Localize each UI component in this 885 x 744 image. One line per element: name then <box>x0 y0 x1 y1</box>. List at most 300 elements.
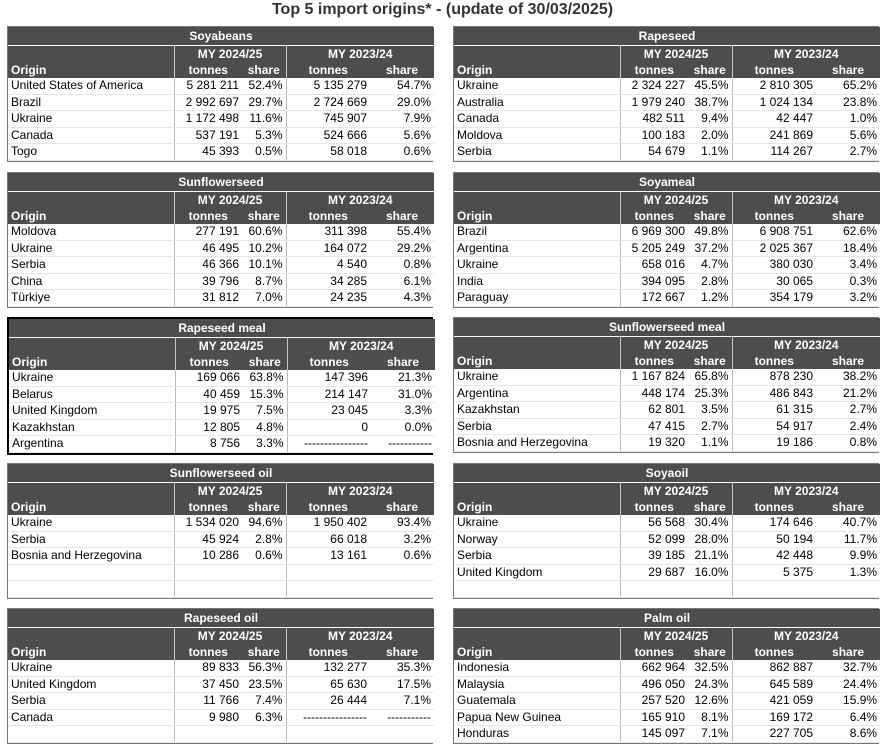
header-my-2024-25: MY 2024/25 <box>620 483 732 500</box>
panel-title: Soyabeans <box>8 27 434 46</box>
table-row <box>454 531 880 548</box>
header-share: share <box>816 644 880 660</box>
header-my-2024-25: MY 2024/25 <box>174 46 286 63</box>
share-2024-25-cell: 94.6% <box>242 515 286 531</box>
header-tonnes: tonnes <box>286 208 370 224</box>
header-origin: Origin <box>8 499 174 515</box>
table-row <box>8 127 434 144</box>
table-row <box>454 273 880 290</box>
tonnes-2024-25-cell: 2 992 697 <box>174 94 242 111</box>
header-blank <box>8 483 174 500</box>
table-row <box>8 531 434 548</box>
panel-rapeseed-meal <box>7 317 433 455</box>
share-2023-24-cell <box>370 726 434 743</box>
share-2024-25-cell: 63.8% <box>243 370 287 386</box>
tonnes-2023-24-cell: 132 277 <box>286 660 370 676</box>
origin-cell: Norway <box>454 531 620 548</box>
header-origin: Origin <box>454 353 620 369</box>
share-2024-25-cell: 65.8% <box>688 369 732 385</box>
origin-cell: Ukraine <box>8 515 174 531</box>
header-my-2023-24: MY 2023/24 <box>732 628 880 645</box>
tonnes-2024-25-cell: 482 511 <box>620 111 688 128</box>
origin-cell: Ukraine <box>454 515 620 531</box>
tonnes-2024-25-cell: 47 415 <box>620 418 688 435</box>
table-row <box>454 127 880 144</box>
tonnes-2023-24-cell: 66 018 <box>286 531 370 548</box>
table-row <box>454 240 880 257</box>
header-blank <box>454 46 620 63</box>
tonnes-2024-25-cell: 45 393 <box>174 144 242 161</box>
tonnes-2024-25-cell: 31 812 <box>174 290 242 307</box>
panel-soyabeans <box>7 26 433 162</box>
tonnes-2024-25-cell: 277 191 <box>174 224 242 240</box>
tonnes-2024-25-cell <box>174 581 242 598</box>
header-my-2023-24: MY 2023/24 <box>732 483 880 500</box>
panel-soyaoil <box>453 463 879 599</box>
share-2023-24-cell: 55.4% <box>370 224 434 240</box>
tonnes-2023-24-cell: 54 917 <box>732 418 816 435</box>
share-2024-25-cell: 9.4% <box>688 111 732 128</box>
share-2023-24-cell: 0.6% <box>370 548 434 565</box>
tonnes-2023-24-cell: 878 230 <box>732 369 816 385</box>
share-2024-25-cell <box>242 726 286 743</box>
tonnes-2024-25-cell: 257 520 <box>620 693 688 710</box>
panel-title: Sunflowerseed oil <box>8 464 434 483</box>
header-share: share <box>370 62 434 78</box>
table-row <box>9 436 435 453</box>
origin-cell: Serbia <box>454 144 620 161</box>
table-row <box>8 726 434 743</box>
tonnes-2024-25-cell <box>174 564 242 581</box>
header-tonnes: tonnes <box>174 208 242 224</box>
panel-title: Soyaoil <box>454 464 880 483</box>
tonnes-2023-24-cell: 2 724 669 <box>286 94 370 111</box>
share-2024-25-cell: 1.2% <box>688 290 732 307</box>
header-tonnes: tonnes <box>174 62 242 78</box>
tonnes-2024-25-cell: 56 568 <box>620 515 688 531</box>
tonnes-2023-24-cell: 214 147 <box>287 386 371 403</box>
header-tonnes: tonnes <box>175 354 243 370</box>
origin-cell: Guatemala <box>454 693 620 710</box>
share-2024-25-cell: 25.3% <box>688 385 732 402</box>
header-tonnes: tonnes <box>732 644 816 660</box>
header-share: share <box>242 208 286 224</box>
origin-cell: Brazil <box>454 224 620 240</box>
tonnes-2024-25-cell: 10 286 <box>174 548 242 565</box>
tonnes-2023-24-cell: 58 018 <box>286 144 370 161</box>
table-row <box>8 515 434 531</box>
import-table <box>9 319 435 453</box>
share-2023-24-cell: 5.6% <box>370 127 434 144</box>
share-2023-24-cell: 40.7% <box>816 515 880 531</box>
header-origin: Origin <box>8 208 174 224</box>
table-row <box>8 290 434 307</box>
header-origin: Origin <box>8 644 174 660</box>
share-2024-25-cell: 4.8% <box>243 419 287 436</box>
header-share: share <box>371 354 435 370</box>
share-2024-25-cell: 7.0% <box>242 290 286 307</box>
import-table <box>8 27 434 161</box>
share-2024-25-cell: 6.3% <box>242 709 286 726</box>
tonnes-2024-25-cell: 169 066 <box>175 370 243 386</box>
tonnes-2023-24-cell: 164 072 <box>286 240 370 257</box>
tonnes-2024-25-cell: 45 924 <box>174 531 242 548</box>
origin-cell: Ukraine <box>8 111 174 128</box>
origin-cell: Paraguay <box>454 290 620 307</box>
tonnes-2023-24-cell: 174 646 <box>732 515 816 531</box>
panel-sunflowerseed <box>7 172 433 308</box>
tonnes-2024-25-cell: 62 801 <box>620 402 688 419</box>
tonnes-2023-24-cell: 380 030 <box>732 257 816 274</box>
tonnes-2023-24-cell: 5 375 <box>732 564 816 581</box>
tonnes-2023-24-cell: 147 396 <box>287 370 371 386</box>
header-tonnes: tonnes <box>620 62 688 78</box>
origin-cell: Kazakhstan <box>9 419 175 436</box>
origin-cell: India <box>454 273 620 290</box>
share-2024-25-cell: 3.5% <box>688 402 732 419</box>
tonnes-2023-24-cell: 311 398 <box>286 224 370 240</box>
tonnes-2024-25-cell: 1 167 824 <box>620 369 688 385</box>
header-origin: Origin <box>454 644 620 660</box>
tonnes-2023-24-cell <box>732 581 816 598</box>
tonnes-2024-25-cell: 37 450 <box>174 676 242 693</box>
panel-sunflowerseed-oil <box>7 463 433 599</box>
header-share: share <box>370 208 434 224</box>
header-tonnes: tonnes <box>620 499 688 515</box>
origin-cell: Serbia <box>454 548 620 565</box>
header-my-2024-25: MY 2024/25 <box>620 628 732 645</box>
header-tonnes: tonnes <box>620 208 688 224</box>
share-2023-24-cell: 9.9% <box>816 548 880 565</box>
table-row <box>8 564 434 581</box>
header-blank <box>454 337 620 354</box>
tonnes-2023-24-cell: 13 161 <box>286 548 370 565</box>
table-row <box>8 78 434 94</box>
tonnes-2024-25-cell: 52 099 <box>620 531 688 548</box>
share-2023-24-cell: 31.0% <box>371 386 435 403</box>
tonnes-2024-25-cell: 19 975 <box>175 403 243 420</box>
share-2024-25-cell <box>688 581 732 598</box>
header-my-2023-24: MY 2023/24 <box>286 192 434 209</box>
origin-cell <box>8 564 174 581</box>
share-2023-24-cell: 62.6% <box>816 224 880 240</box>
tonnes-2023-24-cell: 421 059 <box>732 693 816 710</box>
table-row <box>454 94 880 111</box>
origin-cell: United States of America <box>8 78 174 94</box>
tonnes-2024-25-cell: 145 097 <box>620 726 688 743</box>
origin-cell: Ukraine <box>8 660 174 676</box>
tonnes-2023-24-cell: 486 843 <box>732 385 816 402</box>
tonnes-2024-25-cell: 5 281 211 <box>174 78 242 94</box>
table-row <box>8 581 434 598</box>
table-row <box>8 548 434 565</box>
header-blank <box>8 46 174 63</box>
share-2024-25-cell: 3.3% <box>243 436 287 453</box>
share-2023-24-cell: 3.2% <box>816 290 880 307</box>
origin-cell: United Kingdom <box>8 676 174 693</box>
tonnes-2024-25-cell: 11 766 <box>174 693 242 710</box>
share-2023-24-cell: 3.4% <box>816 257 880 274</box>
share-2024-25-cell: 49.8% <box>688 224 732 240</box>
header-my-2023-24: MY 2023/24 <box>732 46 880 63</box>
share-2023-24-cell: 7.9% <box>370 111 434 128</box>
tonnes-2023-24-cell: ---------------- <box>286 709 370 726</box>
share-2024-25-cell <box>242 564 286 581</box>
share-2023-24-cell <box>370 564 434 581</box>
share-2024-25-cell: 60.6% <box>242 224 286 240</box>
share-2023-24-cell: 93.4% <box>370 515 434 531</box>
header-my-2024-25: MY 2024/25 <box>620 192 732 209</box>
share-2023-24-cell: 65.2% <box>816 78 880 94</box>
share-2023-24-cell: 35.3% <box>370 660 434 676</box>
header-share: share <box>370 644 434 660</box>
share-2023-24-cell: 21.3% <box>371 370 435 386</box>
share-2023-24-cell: 24.4% <box>816 676 880 693</box>
tonnes-2023-24-cell: 169 172 <box>732 709 816 726</box>
header-tonnes: tonnes <box>732 62 816 78</box>
header-tonnes: tonnes <box>620 353 688 369</box>
tonnes-2024-25-cell <box>174 726 242 743</box>
header-tonnes: tonnes <box>174 644 242 660</box>
origin-cell: United Kingdom <box>9 403 175 420</box>
origin-cell: Togo <box>8 144 174 161</box>
tonnes-2024-25-cell <box>620 581 688 598</box>
origin-cell: Argentina <box>9 436 175 453</box>
tonnes-2023-24-cell: ---------------- <box>287 436 371 453</box>
tonnes-2024-25-cell: 8 756 <box>175 436 243 453</box>
tonnes-2023-24-cell: 6 908 751 <box>732 224 816 240</box>
tonnes-2023-24-cell: 0 <box>287 419 371 436</box>
header-tonnes: tonnes <box>732 499 816 515</box>
import-table <box>8 173 434 307</box>
share-2023-24-cell: 38.2% <box>816 369 880 385</box>
tonnes-2024-25-cell: 1 534 020 <box>174 515 242 531</box>
table-row <box>454 581 880 598</box>
tonnes-2023-24-cell: 1 024 134 <box>732 94 816 111</box>
table-row <box>8 693 434 710</box>
tonnes-2024-25-cell: 448 174 <box>620 385 688 402</box>
import-table <box>454 464 880 598</box>
origin-cell: Brazil <box>8 94 174 111</box>
origin-cell: Serbia <box>8 257 174 274</box>
share-2024-25-cell: 4.7% <box>688 257 732 274</box>
share-2023-24-cell: 3.3% <box>371 403 435 420</box>
table-row <box>8 94 434 111</box>
share-2023-24-cell: 29.2% <box>370 240 434 257</box>
share-2023-24-cell: 18.4% <box>816 240 880 257</box>
table-row <box>454 385 880 402</box>
share-2023-24-cell: 0.8% <box>370 257 434 274</box>
origin-cell: Ukraine <box>454 78 620 94</box>
share-2024-25-cell: 30.4% <box>688 515 732 531</box>
header-tonnes: tonnes <box>174 499 242 515</box>
tonnes-2023-24-cell: 30 065 <box>732 273 816 290</box>
tonnes-2023-24-cell: 2 810 305 <box>732 78 816 94</box>
import-table <box>454 27 880 161</box>
header-blank <box>454 192 620 209</box>
table-row <box>454 369 880 385</box>
tonnes-2023-24-cell: 354 179 <box>732 290 816 307</box>
origin-cell: Papua New Guinea <box>454 709 620 726</box>
tonnes-2023-24-cell: 114 267 <box>732 144 816 161</box>
table-row <box>454 111 880 128</box>
origin-cell: Serbia <box>8 531 174 548</box>
import-table <box>8 464 434 598</box>
panel-soyameal <box>453 172 879 308</box>
header-origin: Origin <box>9 354 175 370</box>
header-origin: Origin <box>454 62 620 78</box>
share-2024-25-cell: 38.7% <box>688 94 732 111</box>
import-table <box>454 318 880 452</box>
tonnes-2024-25-cell: 46 495 <box>174 240 242 257</box>
tonnes-2023-24-cell: 61 315 <box>732 402 816 419</box>
header-share: share <box>688 499 732 515</box>
tonnes-2024-25-cell: 165 910 <box>620 709 688 726</box>
header-origin: Origin <box>454 208 620 224</box>
header-tonnes: tonnes <box>732 353 816 369</box>
header-blank <box>8 628 174 645</box>
origin-cell: Argentina <box>454 385 620 402</box>
share-2024-25-cell: 12.6% <box>688 693 732 710</box>
header-blank <box>8 192 174 209</box>
tonnes-2023-24-cell: 26 444 <box>286 693 370 710</box>
share-2023-24-cell: 0.8% <box>816 435 880 452</box>
share-2023-24-cell: ----------- <box>370 709 434 726</box>
origin-cell: Türkiye <box>8 290 174 307</box>
table-row <box>8 660 434 676</box>
share-2024-25-cell: 7.5% <box>243 403 287 420</box>
tonnes-2024-25-cell: 5 205 249 <box>620 240 688 257</box>
header-my-2023-24: MY 2023/24 <box>286 628 434 645</box>
origin-cell: Ukraine <box>9 370 175 386</box>
share-2024-25-cell: 52.4% <box>242 78 286 94</box>
origin-cell: Ukraine <box>454 369 620 385</box>
header-share: share <box>688 208 732 224</box>
tonnes-2023-24-cell: 745 907 <box>286 111 370 128</box>
table-row <box>454 709 880 726</box>
share-2023-24-cell: 6.1% <box>370 273 434 290</box>
share-2023-24-cell: 8.6% <box>816 726 880 743</box>
header-share: share <box>816 353 880 369</box>
share-2023-24-cell: 5.6% <box>816 127 880 144</box>
header-tonnes: tonnes <box>732 208 816 224</box>
header-tonnes: tonnes <box>286 644 370 660</box>
header-blank <box>454 483 620 500</box>
table-row <box>454 515 880 531</box>
tonnes-2024-25-cell: 54 679 <box>620 144 688 161</box>
share-2023-24-cell: 7.1% <box>370 693 434 710</box>
origin-cell: Ukraine <box>454 257 620 274</box>
origin-cell: Belarus <box>9 386 175 403</box>
tonnes-2023-24-cell: 645 589 <box>732 676 816 693</box>
tonnes-2024-25-cell: 662 964 <box>620 660 688 676</box>
tonnes-2023-24-cell: 42 448 <box>732 548 816 565</box>
import-table <box>8 609 434 743</box>
share-2024-25-cell: 10.2% <box>242 240 286 257</box>
tonnes-2023-24-cell: 23 045 <box>287 403 371 420</box>
header-share: share <box>816 208 880 224</box>
header-tonnes: tonnes <box>620 644 688 660</box>
share-2024-25-cell: 24.3% <box>688 676 732 693</box>
header-share: share <box>242 644 286 660</box>
tonnes-2024-25-cell: 1 172 498 <box>174 111 242 128</box>
header-share: share <box>242 62 286 78</box>
table-row <box>454 402 880 419</box>
table-row <box>8 144 434 161</box>
origin-cell: Australia <box>454 94 620 111</box>
share-2023-24-cell: 1.3% <box>816 564 880 581</box>
table-row <box>454 290 880 307</box>
table-row <box>9 386 435 403</box>
header-share: share <box>816 499 880 515</box>
header-my-2023-24: MY 2023/24 <box>732 337 880 354</box>
share-2024-25-cell: 23.5% <box>242 676 286 693</box>
share-2024-25-cell: 56.3% <box>242 660 286 676</box>
panel-sunflowerseed-meal <box>453 317 879 453</box>
origin-cell: Ukraine <box>8 240 174 257</box>
share-2024-25-cell: 37.2% <box>688 240 732 257</box>
header-share: share <box>688 62 732 78</box>
share-2023-24-cell: 29.0% <box>370 94 434 111</box>
tonnes-2024-25-cell: 40 459 <box>175 386 243 403</box>
tonnes-2023-24-cell: 34 285 <box>286 273 370 290</box>
origin-cell: Indonesia <box>454 660 620 676</box>
share-2023-24-cell: 11.7% <box>816 531 880 548</box>
table-row <box>9 403 435 420</box>
share-2024-25-cell: 0.5% <box>242 144 286 161</box>
header-blank <box>9 338 175 355</box>
tonnes-2024-25-cell: 46 366 <box>174 257 242 274</box>
header-my-2024-25: MY 2024/25 <box>174 192 286 209</box>
tonnes-2024-25-cell: 537 191 <box>174 127 242 144</box>
header-my-2023-24: MY 2023/24 <box>286 483 434 500</box>
import-table <box>454 173 880 307</box>
share-2024-25-cell: 29.7% <box>242 94 286 111</box>
origin-cell: Malaysia <box>454 676 620 693</box>
header-share: share <box>688 644 732 660</box>
tonnes-2024-25-cell: 658 016 <box>620 257 688 274</box>
table-row <box>8 273 434 290</box>
tonnes-2023-24-cell: 5 135 279 <box>286 78 370 94</box>
share-2023-24-cell: 0.3% <box>816 273 880 290</box>
tonnes-2024-25-cell: 29 687 <box>620 564 688 581</box>
origin-cell: Serbia <box>8 693 174 710</box>
share-2023-24-cell: 2.7% <box>816 402 880 419</box>
share-2024-25-cell: 2.7% <box>688 418 732 435</box>
share-2024-25-cell: 1.1% <box>688 144 732 161</box>
share-2023-24-cell: 4.3% <box>370 290 434 307</box>
share-2023-24-cell <box>370 581 434 598</box>
share-2024-25-cell: 8.1% <box>688 709 732 726</box>
panel-palm-oil <box>453 608 879 744</box>
tonnes-2024-25-cell: 172 667 <box>620 290 688 307</box>
share-2023-24-cell: 23.8% <box>816 94 880 111</box>
table-row <box>454 144 880 161</box>
origin-cell: Argentina <box>454 240 620 257</box>
table-row <box>454 224 880 240</box>
share-2024-25-cell: 11.6% <box>242 111 286 128</box>
table-row <box>8 224 434 240</box>
share-2024-25-cell: 21.1% <box>688 548 732 565</box>
header-origin: Origin <box>8 62 174 78</box>
tonnes-2023-24-cell: 42 447 <box>732 111 816 128</box>
share-2023-24-cell: 0.0% <box>371 419 435 436</box>
tonnes-2024-25-cell: 394 095 <box>620 273 688 290</box>
share-2024-25-cell: 45.5% <box>688 78 732 94</box>
origin-cell: Canada <box>8 127 174 144</box>
origin-cell: Canada <box>8 709 174 726</box>
share-2024-25-cell: 10.1% <box>242 257 286 274</box>
